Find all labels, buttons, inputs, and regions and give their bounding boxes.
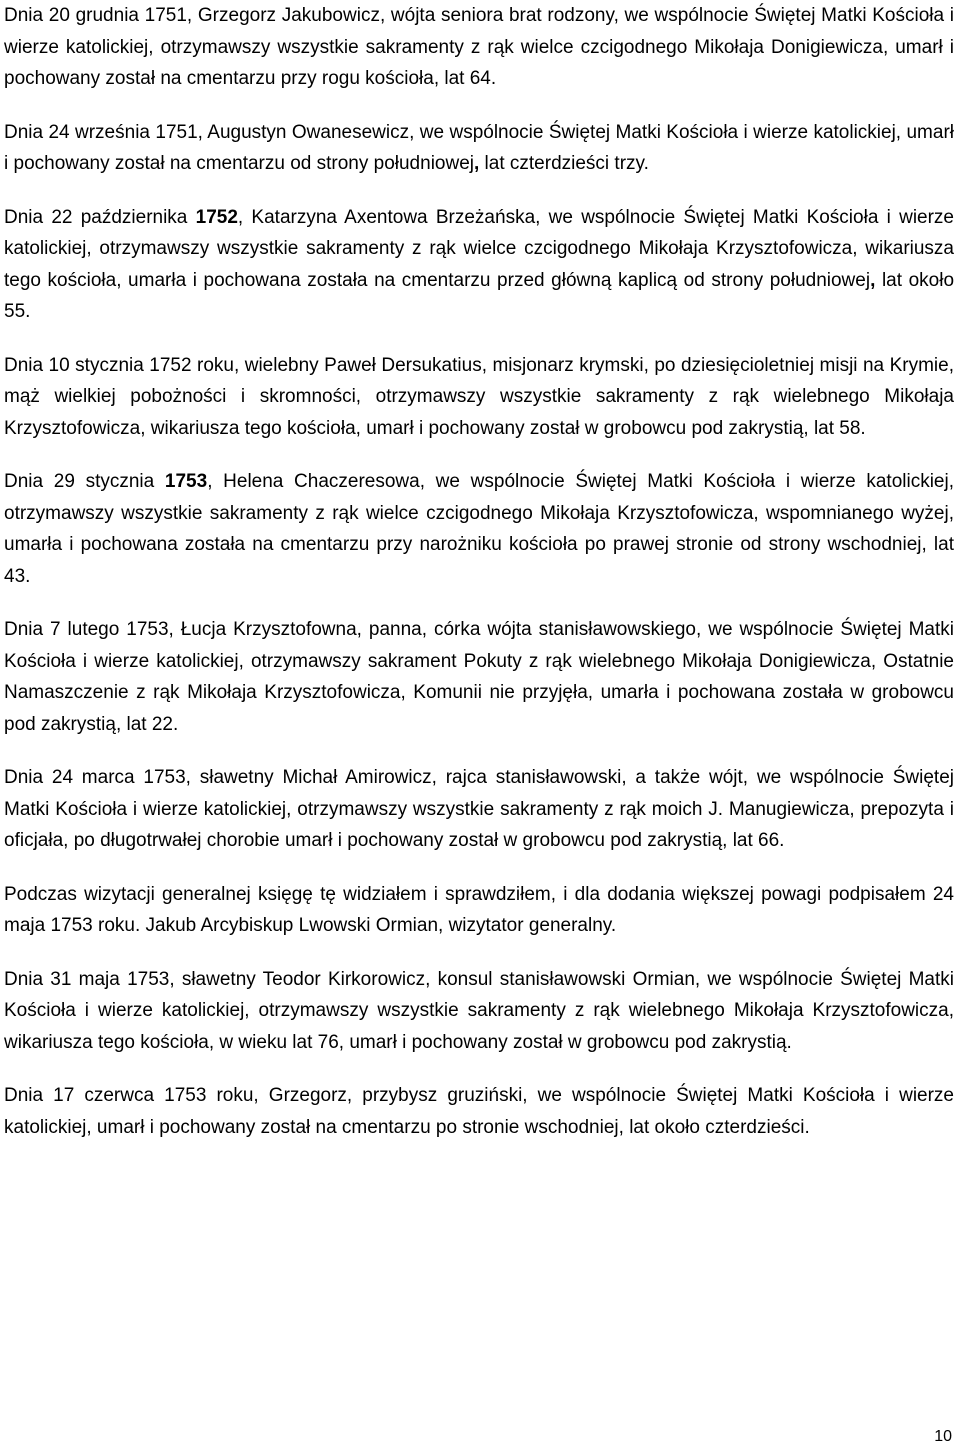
record-entry [4,117,954,180]
record-entry [4,964,954,1059]
visitation-note [4,879,954,942]
entry-text: , Katarzyna Axentowa Brzeżańska, we wspólnocie Świętej Matki Kościoła i wierze katolickiej, otrzymawszy wszystkie sakramenty z rąk wielce czcigodnego Mikołaja Krzysztofowicza, wikariusza tego kościoła, umarła i pochowana została na cmentarzu przed główną kaplicą od strony południowej [4,206,955,291]
entry-text: Dnia 17 czerwca 1753 roku, Grzegorz, przybysz gruziński, we wspólnocie Świętej Matki Kościoła i wierze katolickiej, umarł i pochowany został na cmentarzu po stronie wschodniej, lat około czterdzieści. [4,1085,954,1138]
entry-year-bold: 1752 [195,206,238,228]
entry-text: Dnia 22 października [4,206,196,228]
page-number: 10 [934,1428,952,1445]
entry-text: Dnia 10 stycznia 1752 roku, wielebny Paweł Dersukatius, misjonarz krymski, po dziesięcioletniej misji na Krymie, mąż wielkiej pobożności i skromności, otrzymawszy wszystkie sakramenty z rąk wielebnego Mikołaja Krzysztofowicza, wikariusza tego kościoła, umarł i pochowany został w grobowcu pod zakrystią, lat 58. [4,354,954,439]
entry-text-bold: , [870,269,876,291]
entry-text: Dnia 29 stycznia [4,471,165,492]
record-entry [4,1080,954,1143]
record-entry [4,762,954,857]
record-entry [4,614,954,740]
record-entry [4,350,954,445]
entry-year-bold: 1753 [164,471,208,492]
record-entry [4,0,954,95]
entry-text: lat około 55. [4,269,955,322]
entry-text: Dnia 24 marca 1753, sławetny Michał Amirowicz, rajca stanisławowski, a także wójt, we wspólnocie Świętej Matki Kościoła i wierze katolickiej, otrzymawszy wszystkie sakramenty z rąk moich J. Manugiewicza, prepozyta i oficjała, po długotrwałej chorobie umarł i pochowany został w grobowcu pod zakrystią, lat 66. [4,767,954,851]
entry-text: , Helena Chaczeresowa, we wspólnocie Świętej Matki Kościoła i wierze katolickiej, otrzymawszy wszystkie sakramenty z rąk wielce czcigodnego Mikołaja Krzysztofowicza, wspomnianego wyżej, umarła i pochowana została na cmentarzu przy narożniku kościoła po prawej stronie od strony wschodniej, lat 43. [4,471,954,587]
entry-text: Dnia 7 lutego 1753, Łucja Krzysztofowna, panna, córka wójta stanisławowskiego, we wspólnocie Świętej Matki Kościoła i wierze katolickiej, otrzymawszy sakrament Pokuty z rąk wielebnego Mikołaja Donigiewicza, Ostatnie Namaszczenie z rąk Mikołaja Krzysztofowicza, Komunii nie przyjęła, umarła i pochowana została w grobowcu pod zakrystią, lat 22. [4,619,954,735]
entry-text: lat czterdzieści trzy. [479,153,649,174]
entry-text: Dnia 20 grudnia 1751, Grzegorz Jakubowicz, wójta seniora brat rodzony, we wspólnocie Świętej Matki Kościoła i wierze katolickiej, otrzymawszy wszystkie sakramenty z rąk wielce czcigodnego Mikołaja Donigiewicza, umarł i pochowany został na cmentarzu przy rogu kościoła, lat 64. [4,5,954,89]
entry-text: Dnia 31 maja 1753, sławetny Teodor Kirkorowicz, konsul stanisławowski Ormian, we wspólnocie Świętej Matki Kościoła i wierze katolickiej, otrzymawszy wszystkie sakramenty z rąk wielebnego Mikołaja Krzysztofowicza, wikariusza tego kościoła, w wieku lat 76, umarł i pochowany został w grobowcu pod zakrystią. [4,968,954,1053]
record-entry [4,202,954,328]
entry-text-bold: , [474,153,480,174]
entry-text: Dnia 24 września 1751, Augustyn Owanesewicz, we wspólnocie Świętej Matki Kościoła i wierze katolickiej, umarł i pochowany został na cmentarzu od strony południowej [4,121,954,174]
record-entry [4,466,954,592]
entry-text: Podczas wizytacji generalnej księgę tę widziałem i sprawdziłem, i dla dodania większej powagi podpisałem 24 maja 1753 roku. Jakub Arcybiskup Lwowski Ormian, wizytator generalny. [4,883,954,936]
document-body [4,0,954,1165]
